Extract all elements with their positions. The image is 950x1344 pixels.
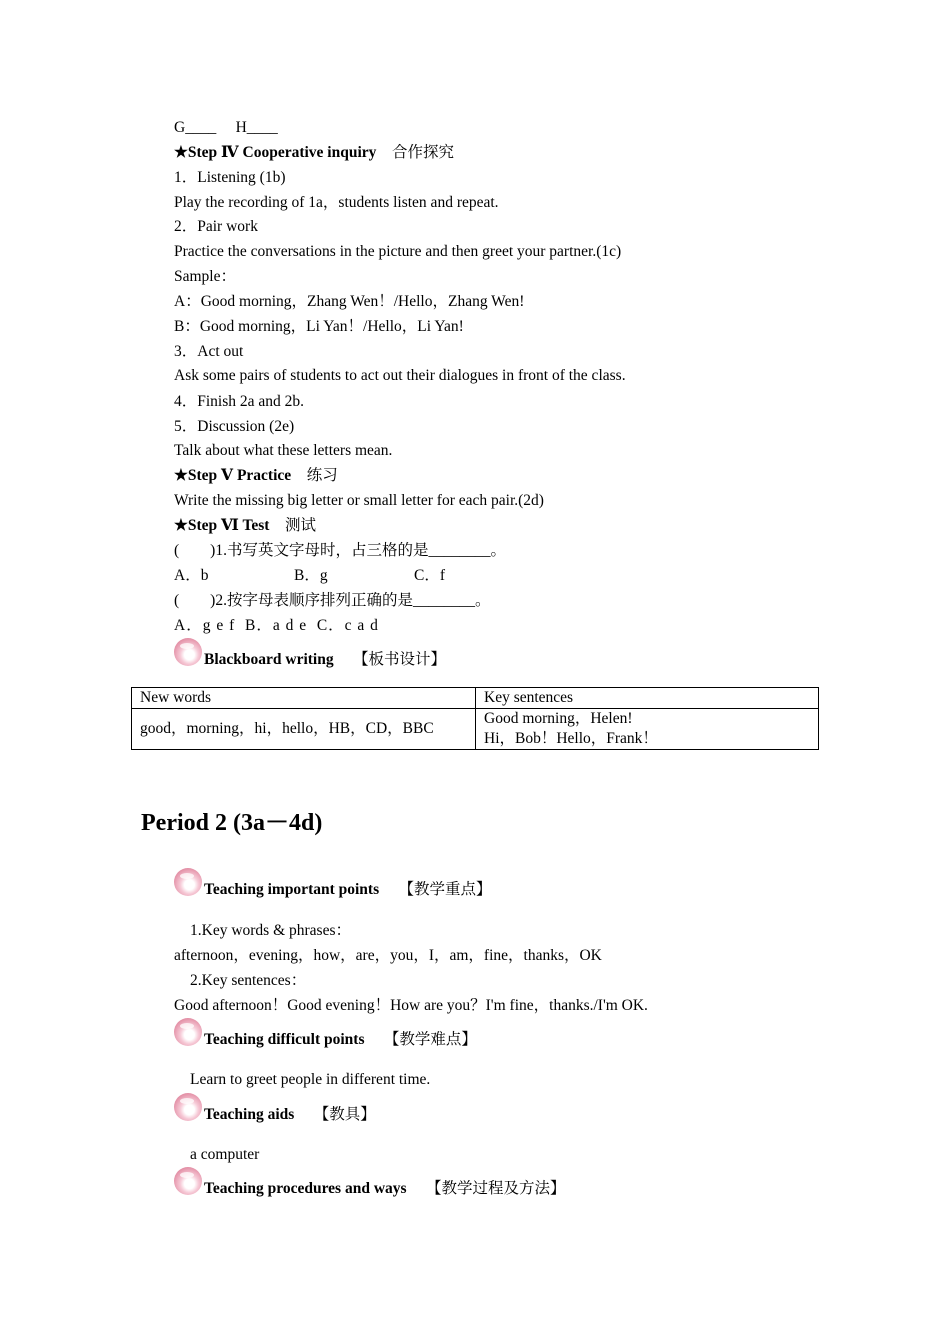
step4-title: ★Step Ⅳ Cooperative inquiry: [174, 144, 377, 161]
top-blanks: G____ H____: [174, 119, 278, 136]
blackboard-title-cn: 【板书设计】: [353, 651, 447, 668]
test-q1-option-a: A．b: [174, 567, 209, 584]
step5-heading: [174, 466, 338, 486]
test-q1-option-b: B．g: [294, 567, 328, 584]
key-sentence: Hi，Bob！Hello，Frank！: [484, 730, 658, 747]
teaching-aids-text: a computer: [190, 1146, 260, 1163]
bubble-bullet-icon: [174, 1018, 202, 1046]
key-sentences-label: 2.Key sentences：: [190, 972, 307, 989]
step4-line: Ask some pairs of students to act out their dialogues in front of the class.: [174, 367, 626, 384]
step5-title-cn: 练习: [306, 467, 338, 484]
test-question-2: ( )2.按字母表顺序排列正确的是________。: [174, 592, 491, 609]
cell-words: good，morning，hi，hello，HB，CD，BBC: [132, 709, 476, 750]
period-title: Period 2 (3a－4d): [141, 810, 323, 836]
key-sentences: Good afternoon！Good evening！How are you？I'm fine，thanks./I'm OK.: [174, 997, 648, 1014]
bubble-bullet-icon: [174, 1167, 202, 1195]
important-points-title-cn: 【教学重点】: [398, 881, 492, 898]
step4-line: Practice the conversations in the picture and then greet your partner.(1c): [174, 243, 622, 260]
step4-title-cn: 合作探究: [391, 144, 454, 161]
difficult-points-text: Learn to greet people in different time.: [190, 1071, 431, 1088]
step4-line: Play the recording of 1a，students listen and repeat.: [174, 194, 499, 211]
test-q2-options: A．g e f B．a d e C．c a d: [174, 617, 379, 634]
step6-heading: [174, 516, 316, 536]
header-new-words: New words: [132, 688, 476, 709]
step5-line: Write the missing big letter or small letter for each pair.(2d): [174, 492, 544, 509]
table-row: [132, 709, 819, 750]
key-words: afternoon，evening，how，are，you，I，am，fine，thanks，OK: [174, 947, 602, 964]
blackboard-table: [131, 687, 819, 750]
step4-line: B：Good morning，Li Yan！/Hello，Li Yan!: [174, 318, 464, 335]
step4-line: 2．Pair work: [174, 218, 258, 235]
step4-line: 4．Finish 2a and 2b.: [174, 393, 305, 410]
step6-title-cn: 测试: [284, 517, 316, 534]
test-q1-option-c: C．f: [414, 567, 446, 584]
cell-sentences: [476, 709, 819, 750]
important-points-title: Teaching important points: [204, 881, 380, 898]
step4-line: Talk about what these letters mean.: [174, 442, 393, 459]
difficult-points-title-cn: 【教学难点】: [383, 1031, 477, 1048]
step4-heading: [174, 143, 454, 163]
test-question-1: ( )1.书写英文字母时，占三格的是________。: [174, 542, 506, 559]
teaching-aids-title: Teaching aids: [204, 1106, 295, 1123]
blackboard-title: Blackboard writing: [204, 651, 334, 668]
bubble-bullet-icon: [174, 1093, 202, 1121]
step6-title: ★Step Ⅵ Test: [174, 517, 270, 534]
procedures-title: Teaching procedures and ways: [204, 1180, 407, 1197]
step4-line: Sample：: [174, 268, 236, 285]
key-words-label: 1.Key words & phrases：: [190, 922, 352, 939]
bubble-bullet-icon: [174, 868, 202, 896]
difficult-points-title: Teaching difficult points: [204, 1031, 365, 1048]
bubble-bullet-icon: [174, 638, 202, 666]
step5-title: ★Step Ⅴ Practice: [174, 467, 292, 484]
step4-line: 5．Discussion (2e): [174, 418, 295, 435]
header-key-sentences: Key sentences: [476, 688, 819, 709]
step4-line: 1．Listening (1b): [174, 169, 286, 186]
step4-line: 3．Act out: [174, 343, 244, 360]
key-sentence: Good morning，Helen!: [484, 710, 633, 727]
procedures-title-cn: 【教学过程及方法】: [425, 1180, 566, 1197]
step4-line: A：Good morning，Zhang Wen！/Hello，Zhang Wen!: [174, 293, 525, 310]
table-header-row: [132, 688, 819, 709]
teaching-aids-title-cn: 【教具】: [313, 1106, 376, 1123]
